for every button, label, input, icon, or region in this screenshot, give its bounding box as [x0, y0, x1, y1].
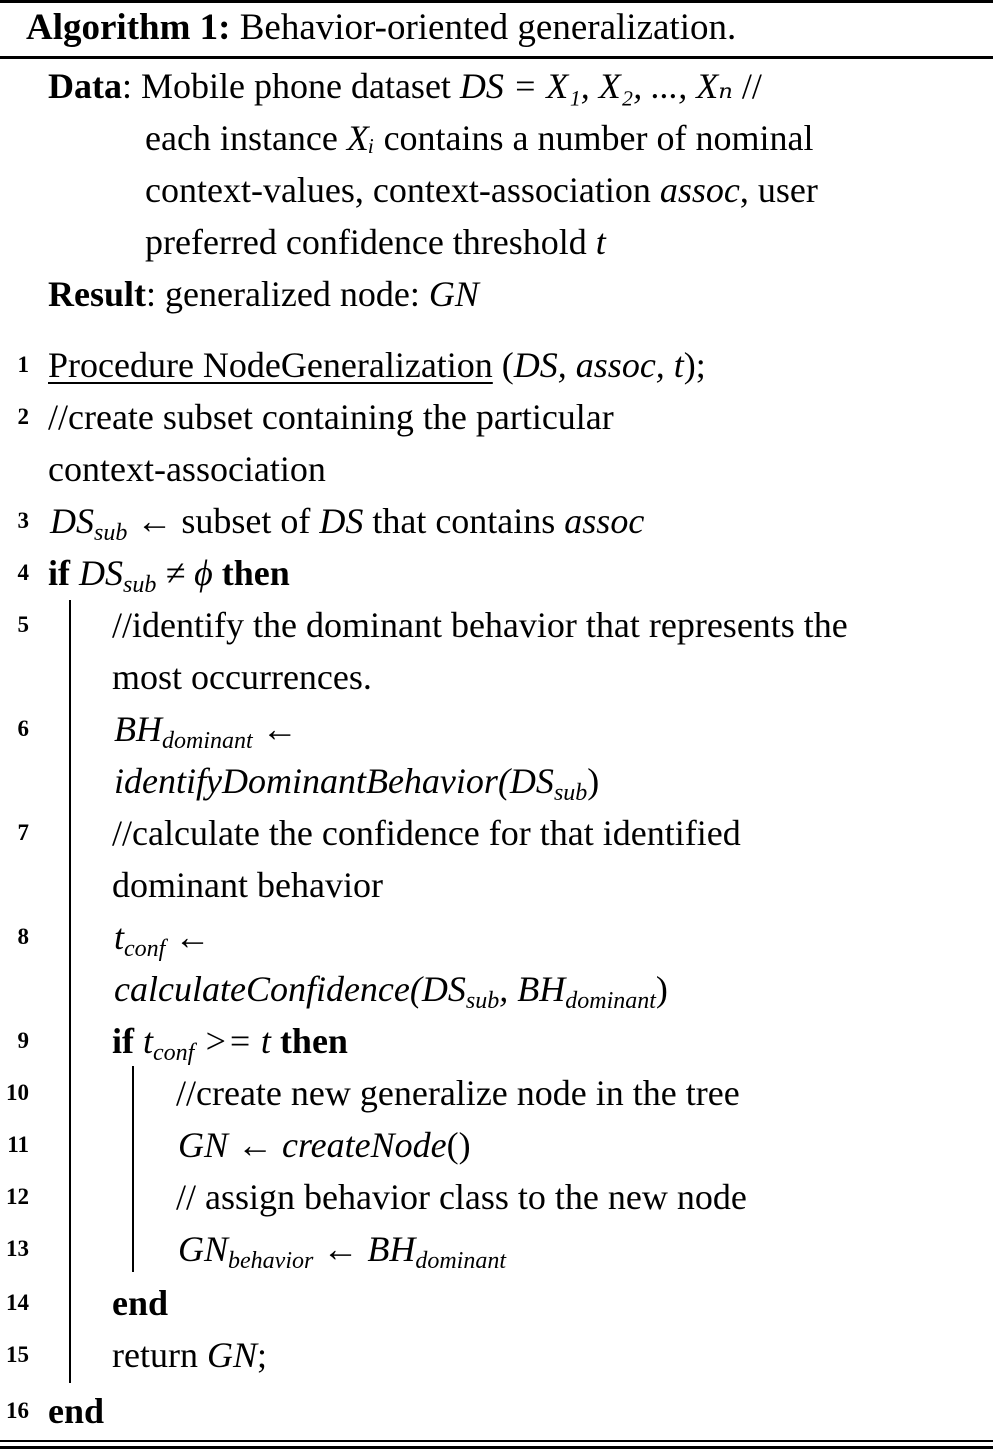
math-ds: (DS — [409, 969, 466, 1009]
math-relation: ≠ ϕ — [156, 553, 222, 593]
line-number: 7 — [17, 820, 29, 845]
function-name: identifyDominantBehavior — [114, 761, 498, 801]
arrow: ← — [313, 1229, 368, 1269]
arrow: ← — [127, 501, 182, 541]
caption-rule — [0, 56, 993, 59]
keyword-if: if — [112, 1021, 134, 1061]
data-line-4-math: t — [595, 222, 606, 262]
block-indent-rule — [69, 600, 71, 1383]
math-sub: sub — [123, 572, 157, 598]
math-sub: dominant — [162, 728, 253, 754]
result-text: : generalized node: — [146, 274, 429, 314]
math-ds: DS — [50, 501, 94, 541]
line-number: 9 — [17, 1028, 29, 1053]
code-line-10: //create new generalize node in the tree — [176, 1073, 740, 1113]
code-line-3 — [50, 498, 644, 556]
result-label: Result — [48, 274, 146, 314]
data-line-4-text: preferred confidence threshold — [145, 222, 596, 262]
keyword-if: if — [48, 553, 70, 593]
math-ds: DS — [319, 501, 364, 541]
line-number: 6 — [17, 716, 29, 741]
math-t: t — [114, 917, 125, 957]
procedure-args: DS, assoc, t — [513, 345, 684, 385]
code-line-15 — [112, 1332, 267, 1378]
math-assoc: assoc — [564, 501, 645, 541]
paren: () — [446, 1125, 471, 1165]
math-bh: BH — [367, 1229, 416, 1269]
math-t: t — [143, 1021, 154, 1061]
line-number: 16 — [6, 1398, 29, 1423]
math-sub: dominant — [415, 1248, 506, 1274]
code-text: that contains — [363, 501, 565, 541]
block-indent-rule-inner — [132, 1066, 134, 1272]
line-number: 5 — [17, 612, 29, 637]
semicolon: ; — [256, 1335, 267, 1375]
math-sub: sub — [553, 780, 588, 806]
arrow: ← — [252, 709, 298, 749]
data-line-2-math: Xᵢ — [346, 118, 375, 158]
code-line-5: //identify the dominant behavior that represents the — [112, 605, 848, 645]
math-gn: GN — [178, 1125, 229, 1165]
paren: ) — [587, 761, 600, 801]
code-line-2: //create subset containing the particular — [48, 397, 614, 437]
data-line-4 — [145, 219, 606, 265]
line-number: 14 — [6, 1290, 29, 1315]
code-line-11 — [178, 1122, 471, 1168]
arrow: ← — [165, 917, 211, 957]
math-gn: GN — [178, 1229, 229, 1269]
code-line-5-cont: most occurrences. — [112, 657, 372, 697]
args-close: ); — [683, 345, 706, 385]
code-line-9 — [112, 1018, 348, 1076]
math-gn: GN — [206, 1335, 257, 1375]
top-rule — [0, 0, 993, 3]
code-line-7-cont: dominant behavior — [112, 865, 383, 905]
line-number: 12 — [6, 1184, 29, 1209]
data-line-1 — [48, 63, 762, 109]
code-line-6 — [114, 706, 298, 764]
data-line-2-text-b: contains a number of nominal — [374, 118, 814, 158]
math-ds: (DS — [497, 761, 554, 801]
code-line-1 — [48, 342, 706, 388]
line-number: 1 — [17, 352, 29, 377]
math-sub: sub — [465, 988, 500, 1014]
code-line-12: // assign behavior class to the new node — [176, 1177, 747, 1217]
math-bh: BH — [114, 709, 162, 749]
procedure-name: Procedure NodeGeneralization — [48, 345, 493, 385]
code-line-6-cont — [114, 758, 599, 816]
caption-label: Algorithm 1: — [26, 7, 231, 48]
math-ds: DS — [79, 553, 123, 593]
math-bh: , BH — [499, 969, 566, 1009]
paren: ) — [655, 969, 668, 1009]
args-open: ( — [492, 345, 514, 385]
bottom-rule — [0, 1446, 993, 1449]
code-line-8 — [114, 914, 210, 972]
code-line-8-cont — [114, 966, 668, 1024]
data-line-3 — [145, 167, 818, 213]
data-line-2 — [145, 115, 813, 161]
math-sub: conf — [153, 1040, 195, 1066]
function-name: calculateConfidence — [114, 969, 410, 1009]
code-line-16: end — [48, 1391, 105, 1431]
algorithm-caption — [26, 6, 736, 50]
caption-title: Behavior-oriented generalization. — [239, 7, 737, 48]
result-line — [48, 271, 479, 317]
math-sub: dominant — [565, 988, 656, 1014]
line-number: 4 — [17, 560, 29, 585]
result-math: GN — [428, 274, 479, 314]
keyword-return: return — [112, 1335, 207, 1375]
math-relation: >= t — [194, 1021, 280, 1061]
data-comment: // — [732, 66, 762, 106]
keyword-then: then — [221, 553, 290, 593]
data-line-3-text-b: , user — [739, 170, 818, 210]
data-line-2-text: each instance — [145, 118, 347, 158]
code-line-14: end — [112, 1283, 169, 1323]
line-number: 10 — [6, 1080, 29, 1105]
code-line-4 — [48, 550, 290, 608]
code-line-13 — [178, 1226, 506, 1284]
data-line-3-math: assoc — [659, 170, 740, 210]
math-sub: conf — [124, 936, 166, 962]
math-sub: behavior — [228, 1248, 314, 1274]
data-line-3-text: context-values, context-association — [145, 170, 660, 210]
code-text: subset of — [181, 501, 320, 541]
keyword-then: then — [279, 1021, 348, 1061]
line-number: 15 — [6, 1342, 29, 1367]
line-number: 2 — [17, 404, 29, 429]
data-prefix: : Mobile phone dataset — [122, 66, 460, 106]
function-name: createNode — [282, 1125, 447, 1165]
data-math: DS = X₁, X₂, ..., Xₙ — [459, 66, 733, 106]
math-sub: sub — [94, 520, 128, 546]
line-number: 13 — [6, 1236, 29, 1261]
code-line-2-cont: context-association — [48, 449, 326, 489]
data-label: Data — [48, 66, 122, 106]
line-number: 3 — [17, 508, 29, 533]
line-number: 11 — [7, 1132, 29, 1157]
code-line-7: //calculate the confidence for that identified — [112, 813, 741, 853]
arrow: ← — [228, 1125, 283, 1165]
line-number: 8 — [17, 924, 29, 949]
bottom-rule — [0, 1440, 993, 1442]
